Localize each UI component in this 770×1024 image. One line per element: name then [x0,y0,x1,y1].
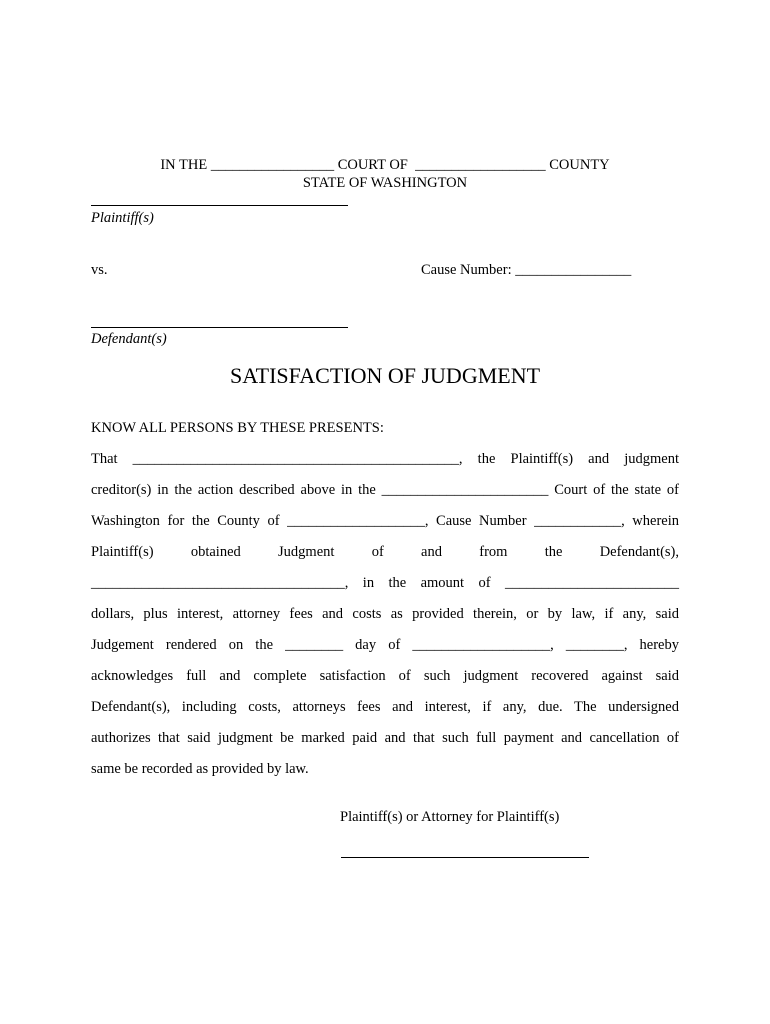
body-line: same be recorded as provided by law. [91,761,309,777]
state-heading: STATE OF WASHINGTON [302,175,468,191]
plaintiff-name-line [91,205,348,206]
body-word: Judgment [278,544,335,560]
signature-line [341,857,589,858]
body-line: Judgement rendered on the ________ day of ___________________, ________, hereby [91,637,679,653]
body-line: Defendant(s), including costs, attorneys fees and interest, if any, due. The undersigned [91,699,679,715]
body-line: creditor(s) in the action described above in the _______________________ Court of the state of [91,482,679,498]
body-word: Defendant(s), [599,544,679,560]
signature-label: Plaintiff(s) or Attorney for Plaintiff(s) [340,809,560,825]
body-word: the [544,544,563,560]
body-line: Washington for the County of ___________________, Cause Number ____________, wherein [91,513,679,529]
plaintiff-label: Plaintiff(s) [91,210,154,226]
body-line: acknowledges full and complete satisfaction of such judgment recovered against said [91,668,679,684]
body-word: from [479,544,508,560]
cause-number-field: Cause Number: ________________ [421,262,632,278]
body-line: ___________________________________, in the amount of ________________________ [91,575,679,591]
body-line: That _____________________________________________, the Plaintiff(s) and judgment [91,451,679,467]
intro-text: KNOW ALL PERSONS BY THESE PRESENTS: [91,420,384,436]
defendant-label: Defendant(s) [91,331,167,347]
defendant-name-line [91,327,348,328]
body-line-justified [91,543,679,561]
document-title: SATISFACTION OF JUDGMENT [229,363,541,388]
body-word: obtained [190,544,241,560]
body-line: authorizes that said judgment be marked paid and that such full payment and cancellation of [91,730,679,746]
body-word: of [371,544,384,560]
court-heading: IN THE _________________ COURT OF __________________ COUNTY [160,157,610,173]
body-word: and [421,544,442,560]
body-line: dollars, plus interest, attorney fees and costs as provided therein, or by law, if any, said [91,606,679,622]
vs-label: vs. [91,262,108,278]
body-word: Plaintiff(s) [91,544,154,560]
